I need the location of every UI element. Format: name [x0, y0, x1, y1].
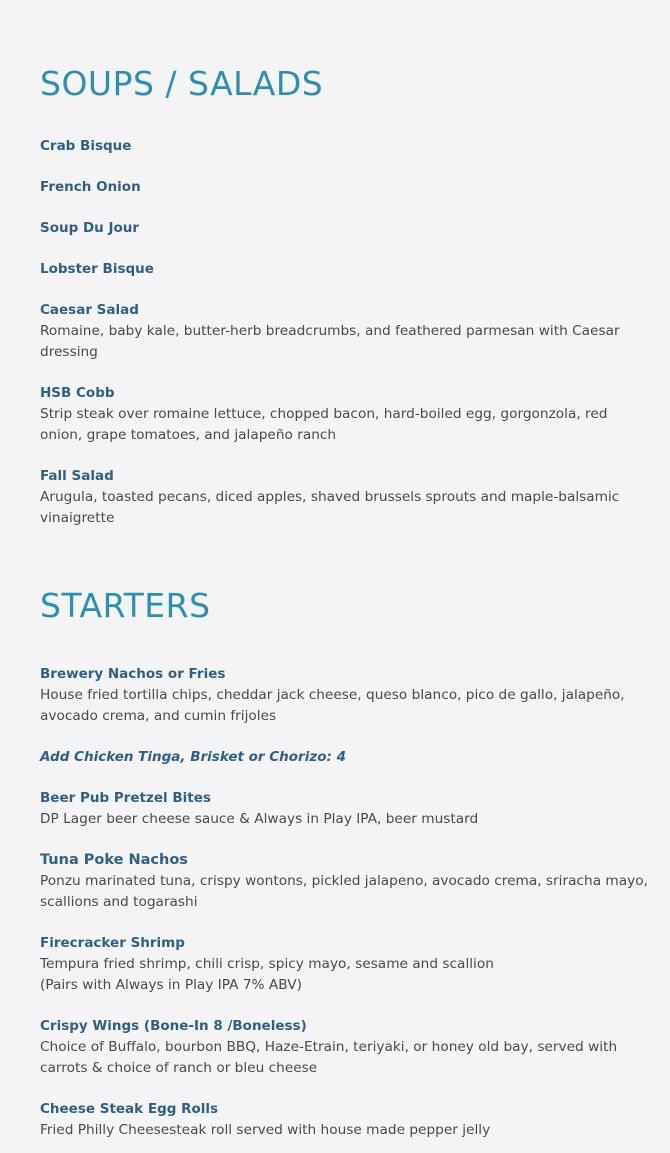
item-name: Soup Du Jour [40, 220, 140, 236]
section-title-soups-salads: SOUPS / SALADS [40, 64, 324, 103]
item-name: Tuna Poke Nachos [40, 852, 188, 868]
menu-item-cheese-steak-egg-rolls [40, 1099, 650, 1141]
item-name: HSB Cobb [40, 385, 115, 401]
item-name: Cheese Steak Egg Rolls [40, 1101, 219, 1117]
item-name: Crab Bisque [40, 138, 132, 154]
item-name: Fall Salad [40, 468, 114, 484]
item-description: Strip steak over romaine lettuce, chopped bacon, hard-boiled egg, gorgonzola, red onion, grape tomatoes, and jalapeño ranch [40, 406, 608, 443]
item-description: Choice of Buffalo, bourbon BBQ, Haze-Etrain, teriyaki, or honey old bay, served with carrots & choice of ranch or bleu cheese [40, 1039, 618, 1076]
item-name: Crispy Wings (Bone-In 8 /Boneless) [40, 1018, 307, 1034]
menu-item-add-protein [40, 747, 650, 768]
menu-item-hsb-cobb [40, 383, 650, 446]
item-name: French Onion [40, 179, 141, 195]
item-description: Fried Philly Cheesesteak roll served with house made pepper jelly [40, 1122, 491, 1138]
item-name: Caesar Salad [40, 302, 139, 318]
item-description: Romaine, baby kale, butter-herb breadcrumbs, and feathered parmesan with Caesar dressing [40, 323, 620, 360]
item-description: Ponzu marinated tuna, crispy wontons, pickled jalapeno, avocado crema, sriracha mayo, scallions and togarashi [40, 873, 648, 910]
item-description: Arugula, toasted pecans, diced apples, shaved brussels sprouts and maple-balsamic vinaigrette [40, 489, 620, 526]
menu-item-soup-du-jour [40, 218, 650, 239]
item-description: House fried tortilla chips, cheddar jack cheese, queso blanco, pico de gallo, jalapeño, avocado crema, and cumin frijoles [40, 687, 625, 724]
item-description: Tempura fried shrimp, chili crisp, spicy mayo, sesame and scallion (Pairs with Always in Play IPA 7% ABV) [40, 956, 494, 993]
item-name: Lobster Bisque [40, 261, 154, 277]
menu-item-pretzel-bites [40, 788, 650, 830]
menu-item-brewery-nachos [40, 664, 650, 727]
menu-item-lobster-bisque [40, 259, 650, 280]
menu-item-caesar-salad [40, 300, 650, 363]
menu-item-firecracker-shrimp [40, 933, 650, 996]
section-title-starters: STARTERS [40, 586, 211, 625]
item-name: Brewery Nachos or Fries [40, 666, 226, 682]
item-name: Beer Pub Pretzel Bites [40, 790, 211, 806]
menu-item-french-onion [40, 177, 650, 198]
item-description: DP Lager beer cheese sauce & Always in Play IPA, beer mustard [40, 811, 479, 827]
menu-item-crispy-wings [40, 1016, 650, 1079]
item-name: Firecracker Shrimp [40, 935, 185, 951]
menu-item-tuna-poke-nachos [40, 850, 650, 913]
menu-item-crab-bisque [40, 136, 650, 157]
item-addon-note: Add Chicken Tinga, Brisket or Chorizo: 4 [40, 749, 346, 765]
menu-item-fall-salad [40, 466, 650, 529]
